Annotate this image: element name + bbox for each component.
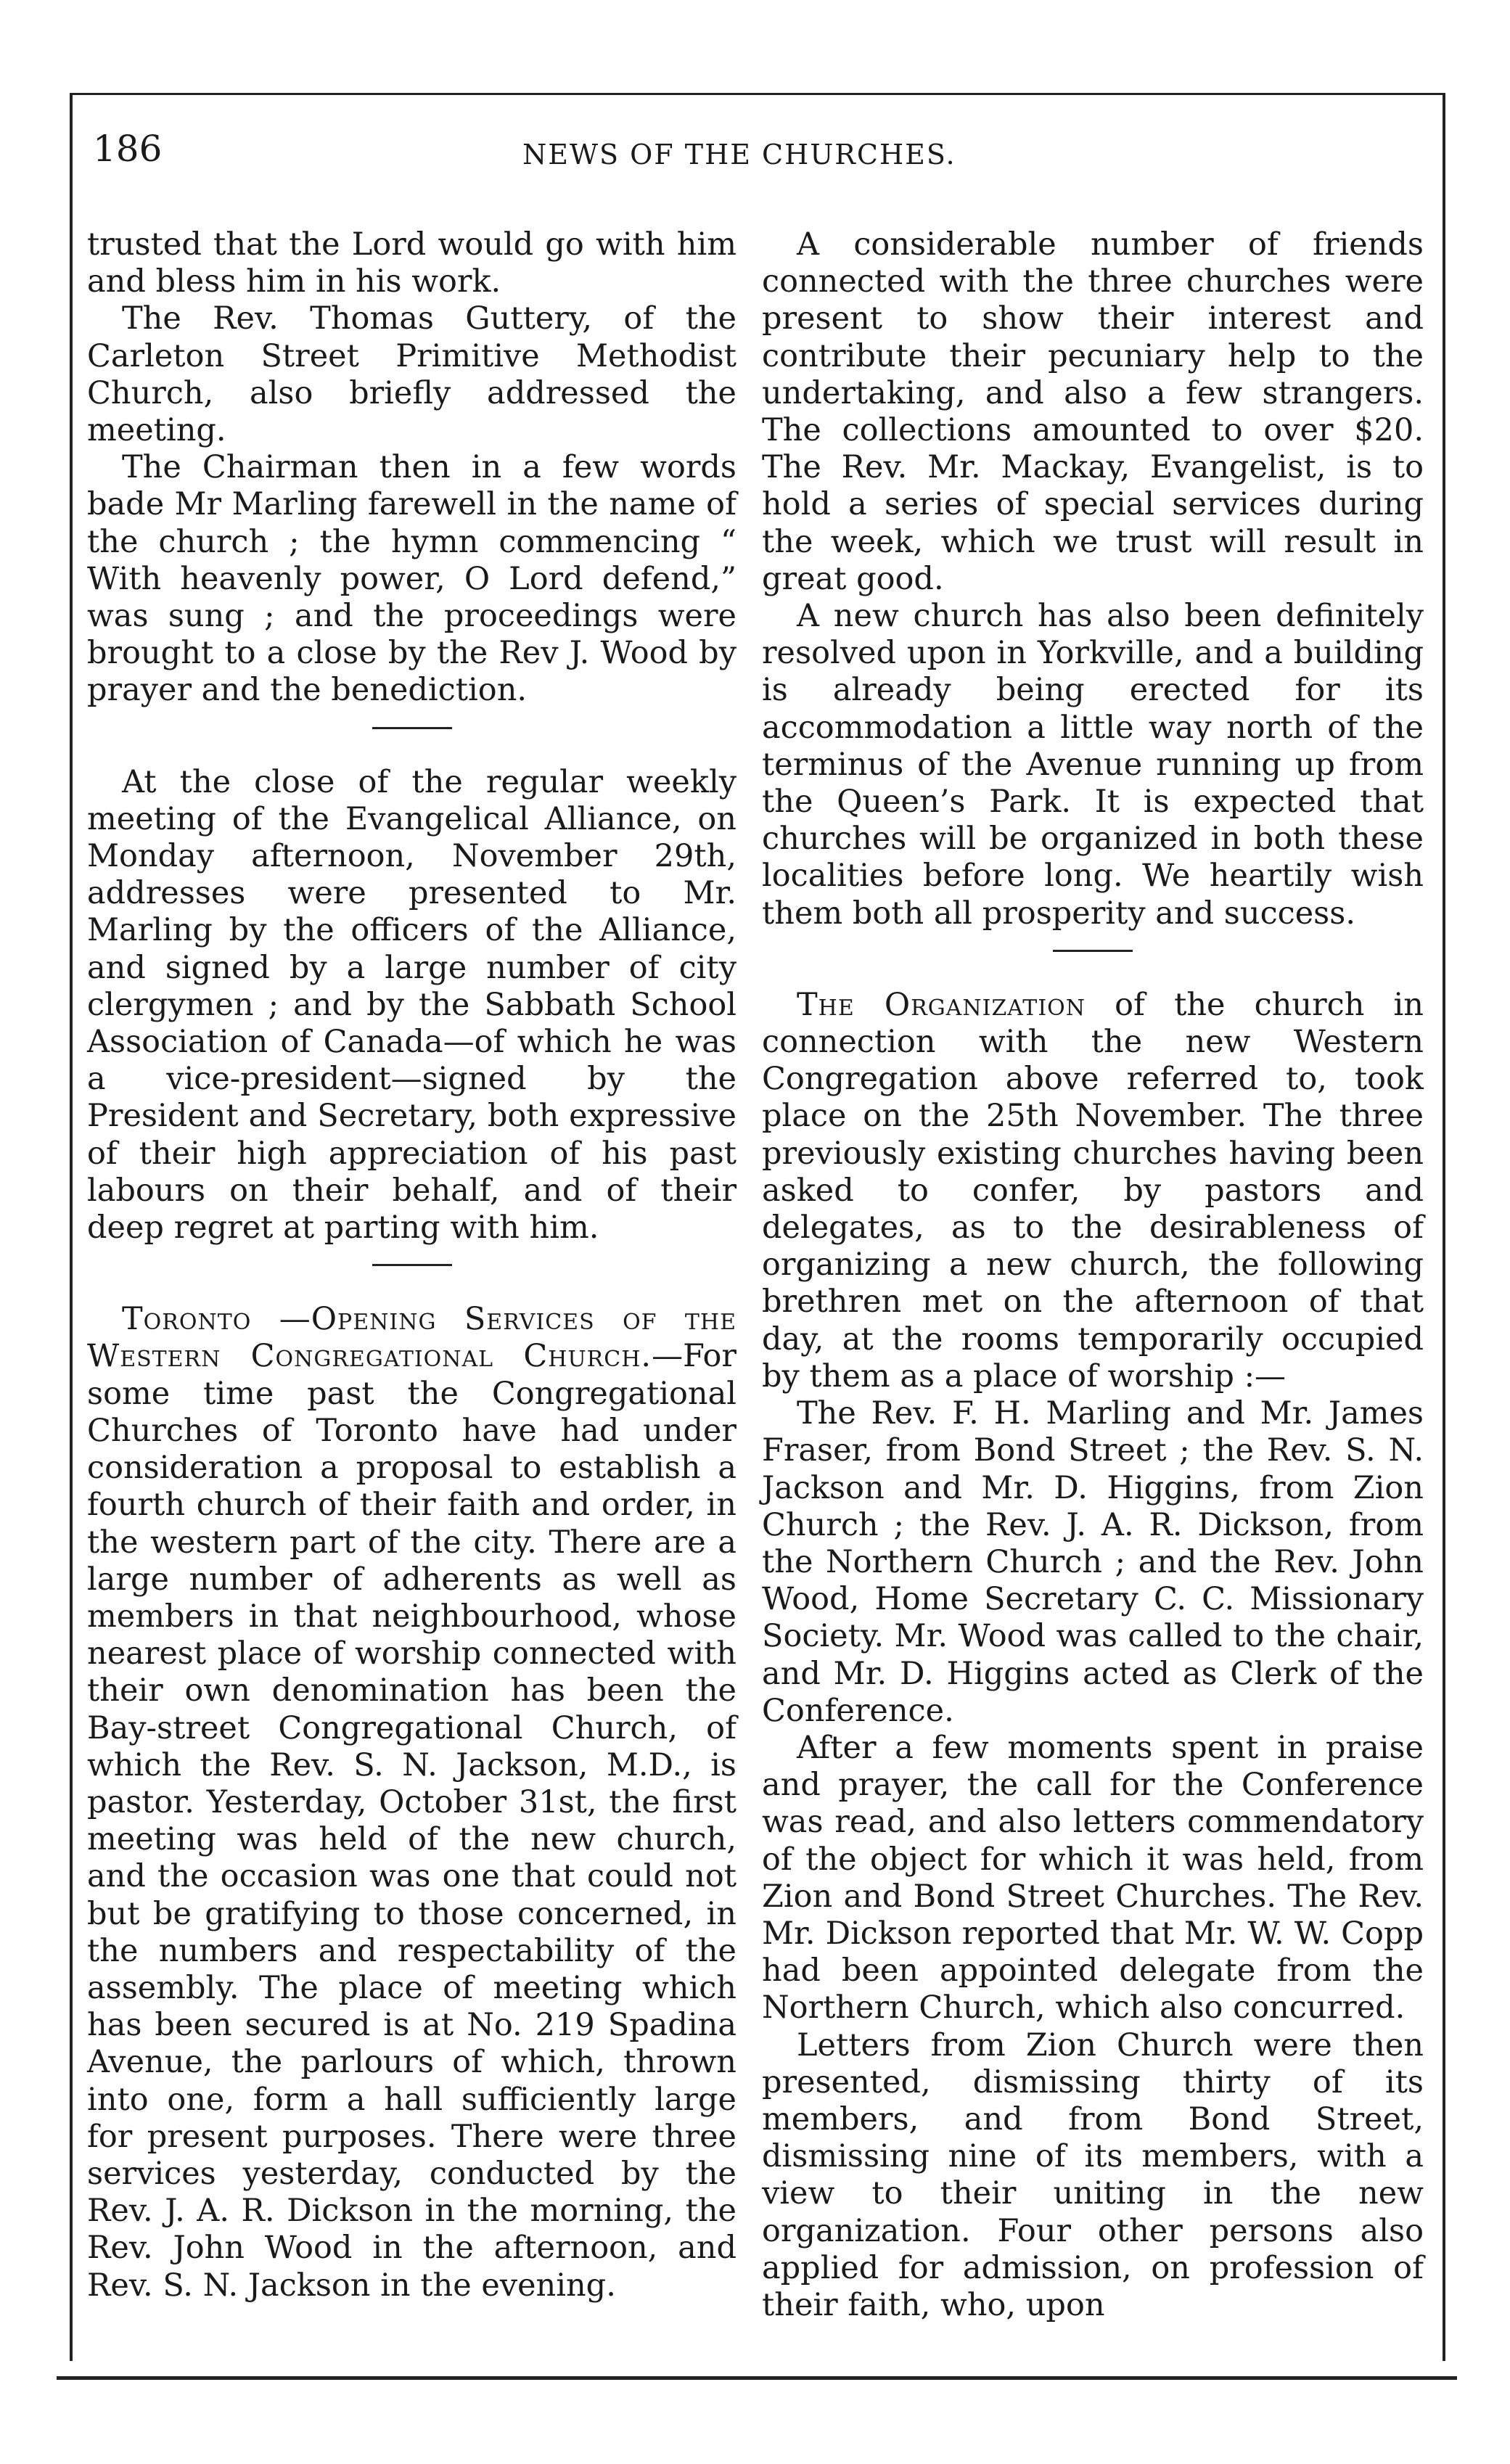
right-paragraph-4: The Rev. F. H. Marling and Mr. James Fraser, from Bond Street ; the Rev. S. N. Jackson and Mr. D. Higgins, from Zion Church ; the Rev. J. A. R. Dickson, from the Northern Church ; and the Rev. John Wood, Home Secretary C. C. Missionary Society. Mr. Wood was called to the chair, and Mr. D. Higgins acted as Clerk of the Conference.	[762, 1395, 1424, 1729]
page-number: 186	[93, 128, 163, 170]
section-divider	[1053, 950, 1133, 952]
section-divider	[372, 727, 452, 729]
article-heading: The Organization	[797, 986, 1086, 1023]
article-body: of the church in connection with the new Western Congregation above referred to, took place on the 25th November. The three previously existing churches having been asked to confer, by pastors and delegates, as to the desirableness of organizing a new church, the following brethren met on the afternoon of that day, at the rooms temporarily occupied by them as a place of worship :—	[762, 986, 1424, 1395]
left-paragraph-3: The Chairman then in a few words bade Mr Marling farewell in the name of the church ; the hymn commencing “ With heavenly power, O Lord defend,” was sung ; and the proceedings were brought to a close by the Rev J. Wood by prayer and the benediction.	[87, 449, 736, 709]
right-paragraph-5: After a few moments spent in praise and prayer, the call for the Conference was read, and also letters commendatory of the object for which it was held, from Zion and Bond Street Churches. The Rev. Mr. Dickson reported that Mr. W. W. Copp had been appointed delegate from the Northern Church, which also concurred.	[762, 1729, 1424, 2026]
right-column	[762, 226, 1424, 2324]
left-paragraph-1: trusted that the Lord would go with him and bless him in his work.	[87, 226, 736, 300]
article-body: —For some time past the Congregational Churches of Toronto have had under consideration a proposal to establish a fourth church of their faith and order, in the western part of the city. There are a large number of adherents as well as members in that neighbourhood, whose nearest place of worship connected with their own denomination has been the Bay-street Congregational Church, of which the Rev. S. N. Jackson, M.D., is pastor. Yesterday, October 31st, the first meeting was held of the new church, and the occasion was one that could not but be gratifying to those concerned, in the numbers and respectability of the assembly. The place of meeting which has been secured is at No. 219 Spadina Avenue, the parlours of which, thrown into one, form a hall sufficiently large for present purposes. There were three services yesterday, conducted by the Rev. J. A. R. Dickson in the morning, the Rev. John Wood in the afternoon, and Rev. S. N. Jackson in the evening.	[87, 1338, 736, 2304]
frame-bottom-border	[57, 2376, 1457, 2380]
left-paragraph-4: At the close of the regular weekly meeting of the Evangelical Alliance, on Monday afternoon, November 29th, addresses were presented to Mr. Marling by the officers of the Alliance, and signed by a large number of city clergymen ; and by the Sabbath School Association of Canada—of which he was a vice-president—signed by the President and Secretary, both expressive of their high appreciation of his past labours on their behalf, and of their deep regret at parting with him.	[87, 763, 736, 1247]
running-title: NEWS OF THE CHURCHES.	[522, 139, 956, 171]
right-paragraph-3	[762, 987, 1424, 1395]
right-paragraph-1: A considerable number of friends connected with the three churches were present to show their interest and contribute their pecuniary help to the undertaking, and also a few strangers. The collections amounted to over $20. The Rev. Mr. Mackay, Evangelist, is to hold a series of special services during the week, which we trust will result in great good.	[762, 226, 1424, 597]
left-column	[87, 226, 736, 2304]
frame-top-border	[70, 93, 1445, 95]
frame-right-border	[1443, 93, 1445, 2361]
section-divider	[372, 1264, 452, 1266]
article-heading: Toronto —Opening Services of the Western Congregational Church.	[87, 1301, 736, 1375]
left-paragraph-2: The Rev. Thomas Guttery, of the Carleton Street Primitive Methodist Church, also briefly addressed the meeting.	[87, 300, 736, 449]
right-paragraph-2: A new church has also been definitely resolved upon in Yorkville, and a building is already being erected for its accommodation a little way north of the terminus of the Avenue running up from the Queen’s Park. It is expected that churches will be organized in both these localities before long. We heartily wish them both all prosperity and success.	[762, 598, 1424, 932]
frame-left-border	[70, 93, 73, 2361]
right-paragraph-6: Letters from Zion Church were then presented, dismissing thirty of its members, and from Bond Street, dismissing nine of its members, with a view to their uniting in the new organization. Four other persons also applied for admission, on profession of their faith, who, upon	[762, 2026, 1424, 2323]
left-paragraph-5	[87, 1301, 736, 2304]
